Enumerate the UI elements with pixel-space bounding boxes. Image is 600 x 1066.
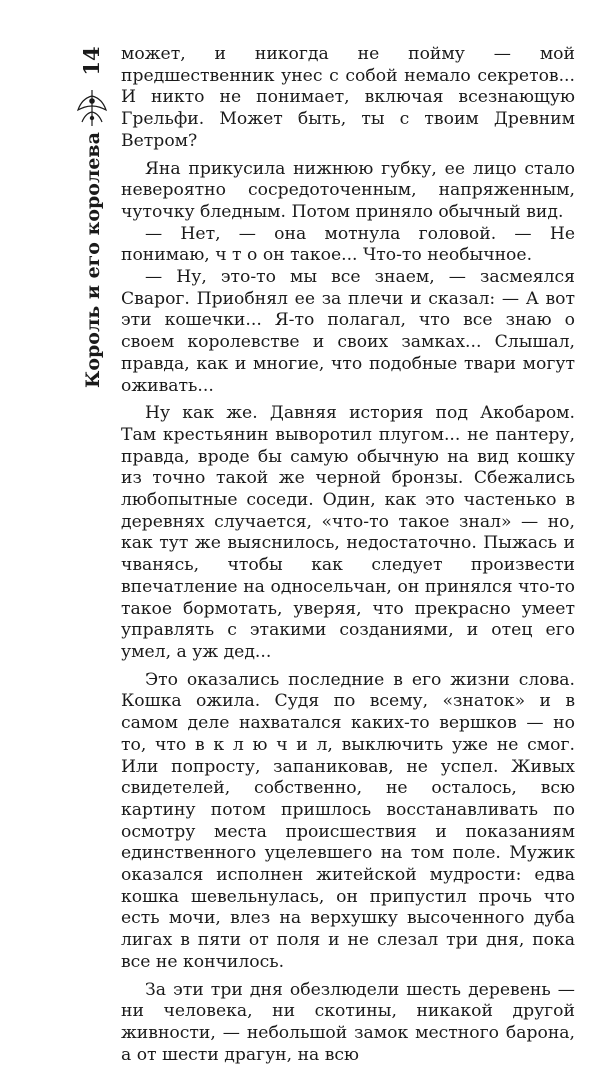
page-number: 14 [79,46,104,76]
paragraph: Яна прикусила нижнюю губку, ее лицо стало невероятно сосредоточенным, напряженным, чуточку бледным. Потом приняло обычный вид. [121,158,575,222]
paragraph: может, и никогда не пойму — мой предшественник унес с собой немало секретов... И никто не понимает, включая всезнающую Грельфи. Может быть, ты с твоим Древним Ветром? [121,44,575,151]
page-margin [0,0,115,750]
body-text [121,44,575,1066]
paragraph: — Ну, это-то мы все знаем, — засмеялся Сварог. Приобнял ее за плечи и сказал: — А вот эти кошечки... Я-то полагал, что все знаю о своем королевстве и своих замках... Слышал, правда, как и многие, что подобные твари могут оживать... [121,267,575,396]
paragraph: Ну как же. Давняя история под Акобаром. Там крестьянин выворотил плугом... не пантеру, правда, вроде бы самую обычную на вид кошку из точно такой же черной бронзы. Сбежались любопытные соседи. Один, как это частенько в деревнях случается, «что-то такое знал» — но, как тут же выяснилось, недостаточно. Пыжась и чванясь, чтобы как следует произвести впечатление на односельчан, он принялся что-то такое бормотать, уверяя, что прекрасно умеет управлять с этакими созданиями, и отец его умел, а уж дед... [121,403,575,662]
paragraph: Это оказались последние в его жизни слова. Кошка ожила. Судя по всему, «знаток» и в самом деле нахватался каких-то вершков — но то, что в к л ю ч и л, выключить уже не смог. Или попросту, запаниковав, не успел. Живых свидетелей, собственно, не осталось, всю картину потом пришлось восстанавливать по осмотру места происшествия и показаниям единственного уцелевшего на том поле. Мужик оказался исполнен житейской мудрости: едва кошка шевельнулась, он припустил прочь что есть мочи, влез на верхушку высоченного дуба лигах в пяти от поля и не слезал три дня, пока все не кончилось. [121,669,575,972]
paragraph: — Нет, — она мотнула головой. — Не понимаю, ч т о он такое... Что-то необычное. [121,223,575,266]
paragraph: За эти три дня обезлюдели шесть деревень — ни человека, ни скотины, никакой другой живности, — небольшой замок местного барона, а от шести драгун, на всю [121,979,575,1065]
running-title: Король и его королева [82,132,104,388]
